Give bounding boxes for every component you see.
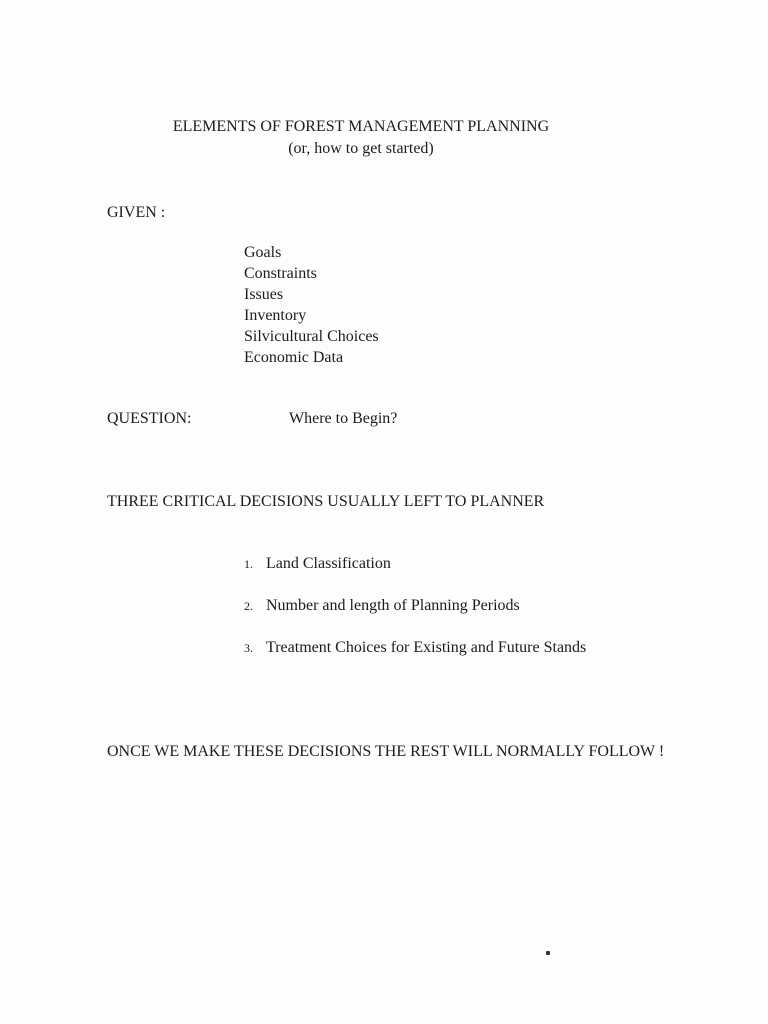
given-label: GIVEN : (107, 204, 166, 221)
decision-text: Land Classification (266, 555, 391, 572)
decision-list (244, 553, 586, 679)
given-item-silvicultural-choices: Silvicultural Choices (244, 328, 379, 345)
document-title: ELEMENTS OF FOREST MANAGEMENT PLANNING (172, 118, 550, 135)
decision-number: 3. (244, 641, 253, 655)
decision-item (244, 637, 586, 679)
decision-text: Number and length of Planning Periods (266, 597, 520, 614)
decision-text: Treatment Choices for Existing and Future Stands (266, 639, 587, 656)
given-item-constraints: Constraints (244, 265, 317, 282)
given-item-economic-data: Economic Data (244, 349, 344, 366)
document-subtitle: (or, how to get started) (288, 140, 434, 157)
given-item-issues: Issues (244, 286, 284, 303)
closing-statement: ONCE WE MAKE THESE DECISIONS THE REST WILL NORMALLY FOLLOW ! (107, 743, 665, 760)
decision-item (244, 595, 586, 637)
decisions-heading: THREE CRITICAL DECISIONS USUALLY LEFT TO PLANNER (107, 493, 545, 510)
decision-item (244, 553, 586, 595)
given-item-inventory: Inventory (244, 307, 307, 324)
scan-speck (546, 951, 550, 955)
given-item-goals: Goals (244, 244, 282, 261)
question-label: QUESTION: (107, 410, 192, 427)
decision-number: 2. (244, 599, 253, 613)
question-text: Where to Begin? (289, 410, 398, 427)
decision-number: 1. (244, 557, 253, 571)
given-list (244, 242, 379, 368)
